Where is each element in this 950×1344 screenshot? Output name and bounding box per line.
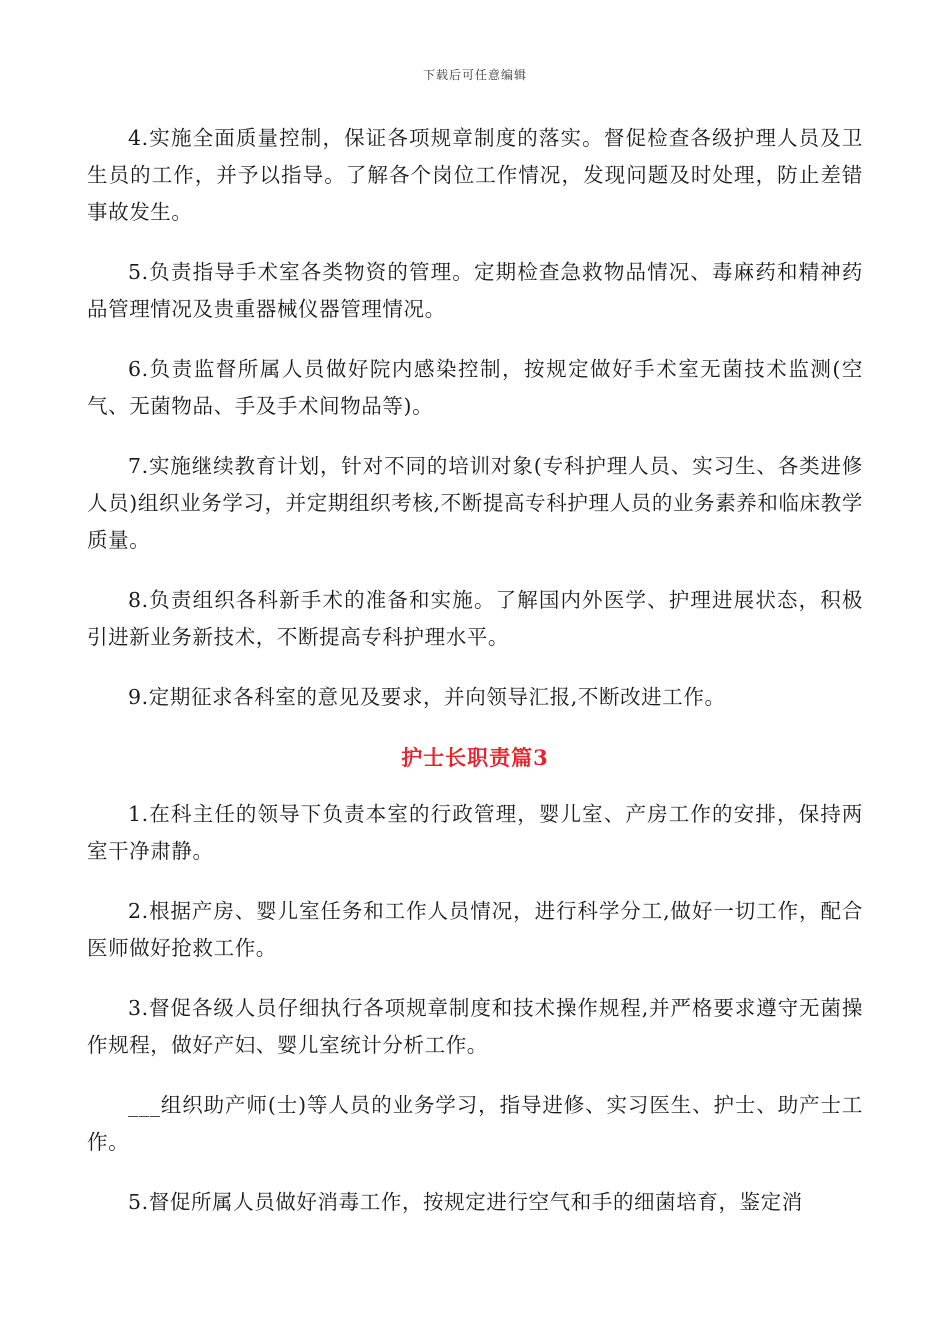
paragraph-item-6: 6.负责监督所属人员做好院内感染控制，按规定做好手术室无菌技术监测(空气、无菌物品、手及手术间物品等)。 [87, 357, 863, 418]
header-note: 下载后可任意编辑 [422, 68, 527, 82]
paragraph-item-5: 5.负责指导手术室各类物资的管理。定期检查急救物品情况、毒麻药和精神药品管理情况及贵重器械仪器管理情况。 [87, 260, 863, 321]
paragraph-item-7: 7.实施继续教育计划，针对不同的培训对象(专科护理人员、实习生、各类进修人员)组织业务学习，并定期组织考核,不断提高专科护理人员的业务素养和临床教学质量。 [87, 454, 863, 552]
paragraph-item-9: 9.定期征求各科室的意见及要求，并向领导汇报,不断改进工作。 [128, 685, 726, 709]
paragraph-item-8: 8.负责组织各科新手术的准备和实施。了解国内外医学、护理进展状态，积极引进新业务新技术，不断提高专科护理水平。 [87, 588, 863, 649]
paragraph-duty-4: ___组织助产师(士)等人员的业务学习，指导进修、实习医生、护士、助产士工作。 [87, 1093, 863, 1154]
paragraph-duty-3: 3.督促各级人员仔细执行各项规章制度和技术操作规程,并严格要求遵守无菌操作规程，做好产妇、婴儿室统计分析工作。 [87, 996, 863, 1057]
section-title: 护士长职责篇3 [401, 745, 549, 770]
paragraph-duty-5: 5.督促所属人员做好消毒工作，按规定进行空气和手的细菌培育，鉴定消 [128, 1190, 803, 1214]
paragraph-duty-1: 1.在科主任的领导下负责本室的行政管理，婴儿室、产房工作的安排，保持两室干净肃静。 [87, 802, 863, 863]
paragraph-duty-2: 2.根据产房、婴儿室任务和工作人员情况，进行科学分工,做好一切工作，配合医师做好抢救工作。 [87, 899, 863, 960]
paragraph-item-4: 4.实施全面质量控制，保证各项规章制度的落实。督促检查各级护理人员及卫生员的工作，并予以指导。了解各个岗位工作情况，发现问题及时处理，防止差错事故发生。 [87, 126, 863, 224]
document-body [87, 120, 863, 1244]
